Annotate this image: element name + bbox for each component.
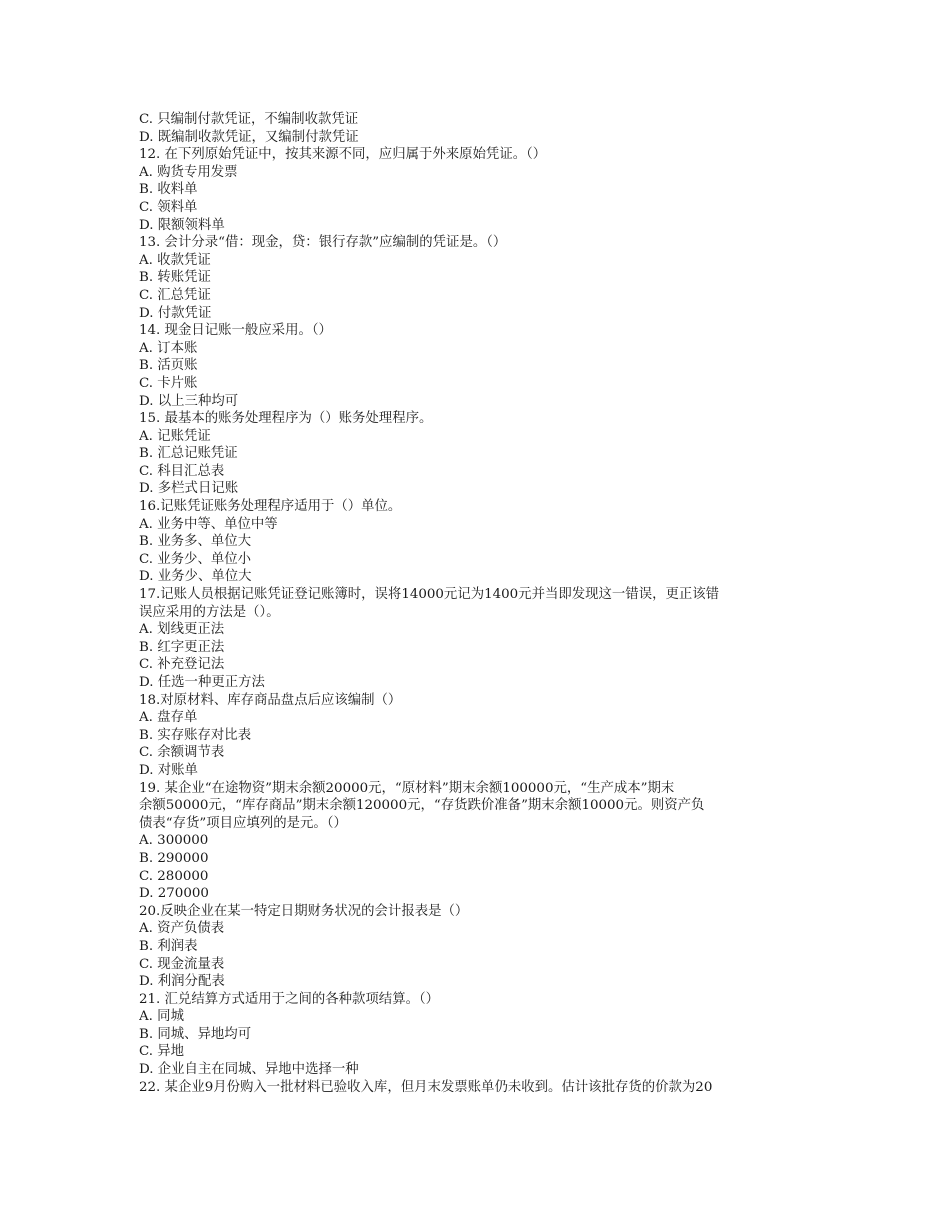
- option-line: B. 汇总记账凭证: [139, 446, 238, 462]
- option-line: A. 订本账: [139, 340, 198, 356]
- option-line: D. 付款凭证: [139, 305, 212, 321]
- question-line: 误应采用的方法是（）。: [139, 604, 280, 620]
- option-line: C. 余额调节表: [139, 745, 225, 761]
- option-line: D. 限额领料单: [139, 217, 225, 233]
- option-line: C. 280000: [139, 868, 209, 884]
- option-line: A. 同城: [139, 1009, 184, 1025]
- option-line: D. 企业自主在同城、异地中选择一种: [139, 1062, 359, 1078]
- option-line: A. 盘存单: [139, 710, 198, 726]
- option-line: B. 转账凭证: [139, 270, 211, 286]
- option-line: A. 划线更正法: [139, 622, 225, 638]
- option-line: D. 业务少、单位大: [139, 569, 252, 585]
- option-line: A. 业务中等、单位中等: [139, 516, 278, 532]
- option-line: B. 活页账: [139, 358, 198, 374]
- question-line: 19. 某企业“在途物资”期末余额20000元，“原材料”期末余额100000元，“生产成本”期末: [139, 780, 675, 796]
- option-line: C. 现金流量表: [139, 956, 225, 972]
- option-line: C. 异地: [139, 1044, 185, 1060]
- question-line: 债表“存货”项目应填列的是元。（）: [139, 815, 347, 831]
- option-line: A. 购货专用发票: [139, 164, 238, 180]
- option-line: D. 270000: [139, 886, 209, 902]
- option-line: A. 收款凭证: [139, 252, 211, 268]
- option-line: C. 领料单: [139, 199, 198, 215]
- option-line: D. 多栏式日记账: [139, 481, 239, 497]
- option-line: A. 记账凭证: [139, 428, 211, 444]
- option-line: D. 利润分配表: [139, 974, 225, 990]
- option-line: B. 利润表: [139, 938, 198, 954]
- option-line: C. 补充登记法: [139, 657, 225, 673]
- question-line: 18.对原材料、库存商品盘点后应该编制（）: [139, 692, 402, 708]
- option-line: A. 资产负债表: [139, 921, 225, 937]
- question-line: 12. 在下列原始凭证中，按其来源不同，应归属于外来原始凭证。（）: [139, 147, 547, 163]
- question-line: 21. 汇兑结算方式适用于之间的各种款项结算。（）: [139, 991, 440, 1007]
- question-line: 17.记账人员根据记账凭证登记账簿时，误将14000元记为1400元并当即发现这一错误，更正该错: [139, 587, 720, 603]
- option-line: B. 实存账存对比表: [139, 727, 252, 743]
- document-body: [139, 111, 819, 1096]
- question-line: 13. 会计分录“借：现金，贷：银行存款”应编制的凭证是。（）: [139, 235, 507, 251]
- question-line: 22. 某企业9月份购入一批材料已验收入库，但月末发票账单仍未收到。估计该批存货的价款为20: [139, 1079, 713, 1095]
- text-line: D. 既编制收款凭证，又编制付款凭证: [139, 129, 359, 145]
- option-line: C. 汇总凭证: [139, 287, 211, 303]
- question-line: 16.记账凭证账务处理程序适用于（）单位。: [139, 499, 402, 515]
- option-line: C. 业务少、单位小: [139, 551, 252, 567]
- option-line: D. 任选一种更正方法: [139, 675, 265, 690]
- question-line: 20.反映企业在某一特定日期财务状况的会计报表是（）: [139, 903, 469, 919]
- text-line: C. 只编制付款凭证，不编制收款凭证: [139, 112, 359, 127]
- option-line: B. 同城、异地均可: [139, 1026, 252, 1042]
- question-line: 15. 最基本的账务处理程序为（）账务处理程序。: [139, 411, 433, 427]
- option-line: B. 红字更正法: [139, 639, 225, 655]
- option-line: B. 业务多、单位大: [139, 534, 252, 550]
- option-line: B. 收料单: [139, 182, 198, 198]
- option-line: C. 科目汇总表: [139, 463, 225, 479]
- option-line: D. 以上三种均可: [139, 393, 239, 409]
- option-line: B. 290000: [139, 850, 209, 866]
- option-line: D. 对账单: [139, 762, 198, 778]
- option-line: A. 300000: [139, 833, 209, 849]
- option-line: C. 卡片账: [139, 375, 198, 391]
- question-line: 余额50000元，“库存商品”期末余额120000元，“存货跌价准备”期末余额10000元。则资产负: [139, 798, 705, 814]
- question-line: 14. 现金日记账一般应采用。（）: [139, 323, 332, 339]
